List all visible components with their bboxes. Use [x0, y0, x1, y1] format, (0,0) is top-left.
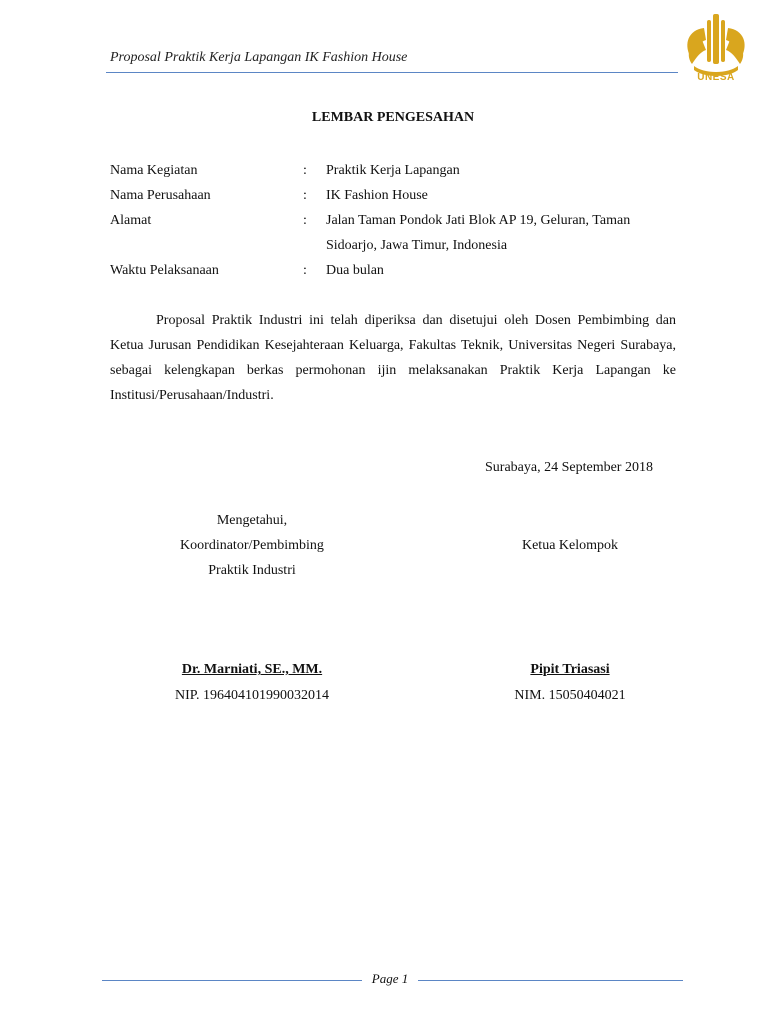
page-number: Page 1 [371, 971, 409, 986]
leader-nim: NIM. 15050404021 [514, 688, 626, 703]
info-label: Waktu Pelaksanaan [110, 263, 219, 278]
coordinator-nip: NIP. 196404101990032014 [174, 688, 329, 703]
footer-divider-left [102, 980, 362, 981]
info-row [110, 258, 670, 283]
coordinator-label-cont: Praktik Industri [208, 563, 296, 578]
coordinator-name: Dr. Marniati, SE., MM. [181, 662, 323, 677]
group-leader-label: Ketua Kelompok [521, 538, 619, 553]
info-colon: : [303, 263, 307, 278]
logo-label: UNESA [697, 72, 735, 83]
info-value: Praktik Kerja Lapangan [326, 163, 460, 178]
info-label: Nama Kegiatan [110, 163, 198, 178]
page-title: LEMBAR PENGESAHAN [311, 110, 475, 125]
signing-date: Surabaya, 24 September 2018 [485, 460, 653, 475]
info-value: Jalan Taman Pondok Jati Blok AP 19, Geluran, Taman Sidoarjo, Jawa Timur, Indonesia [326, 213, 631, 253]
info-colon: : [303, 188, 307, 203]
info-row [110, 158, 670, 183]
coordinator-label: Koordinator/Pembimbing [180, 538, 324, 553]
leader-name: Pipit Triasasi [530, 662, 610, 677]
info-table [110, 158, 670, 283]
info-value: IK Fashion House [326, 188, 428, 203]
right-signatory-heading [470, 533, 670, 558]
approval-paragraph: Proposal Praktik Industri ini telah diperiksa dan disetujui oleh Dosen Pembimbing dan Ketua Jurusan Pendidikan Kesejahteraan Keluarga, Fakultas Teknik, Universitas Negeri Surabaya, sebagai kelengkapan berkas permohonan ijin melaksanakan Praktik Kerja Lapangan ke Institusi/Perusahaan/Industri. [110, 313, 676, 403]
running-header: Proposal Praktik Kerja Lapangan IK Fashion House [110, 50, 408, 65]
footer-divider-right [418, 980, 683, 981]
header-divider [106, 72, 678, 73]
info-colon: : [303, 213, 307, 228]
info-row [110, 183, 670, 208]
info-value: Dua bulan [326, 263, 384, 278]
info-row [110, 208, 670, 258]
info-colon: : [303, 163, 307, 178]
acknowledge-label: Mengetahui, [216, 513, 288, 528]
left-signatory-heading [152, 508, 352, 583]
info-label: Alamat [110, 213, 152, 228]
info-label: Nama Perusahaan [110, 188, 211, 203]
